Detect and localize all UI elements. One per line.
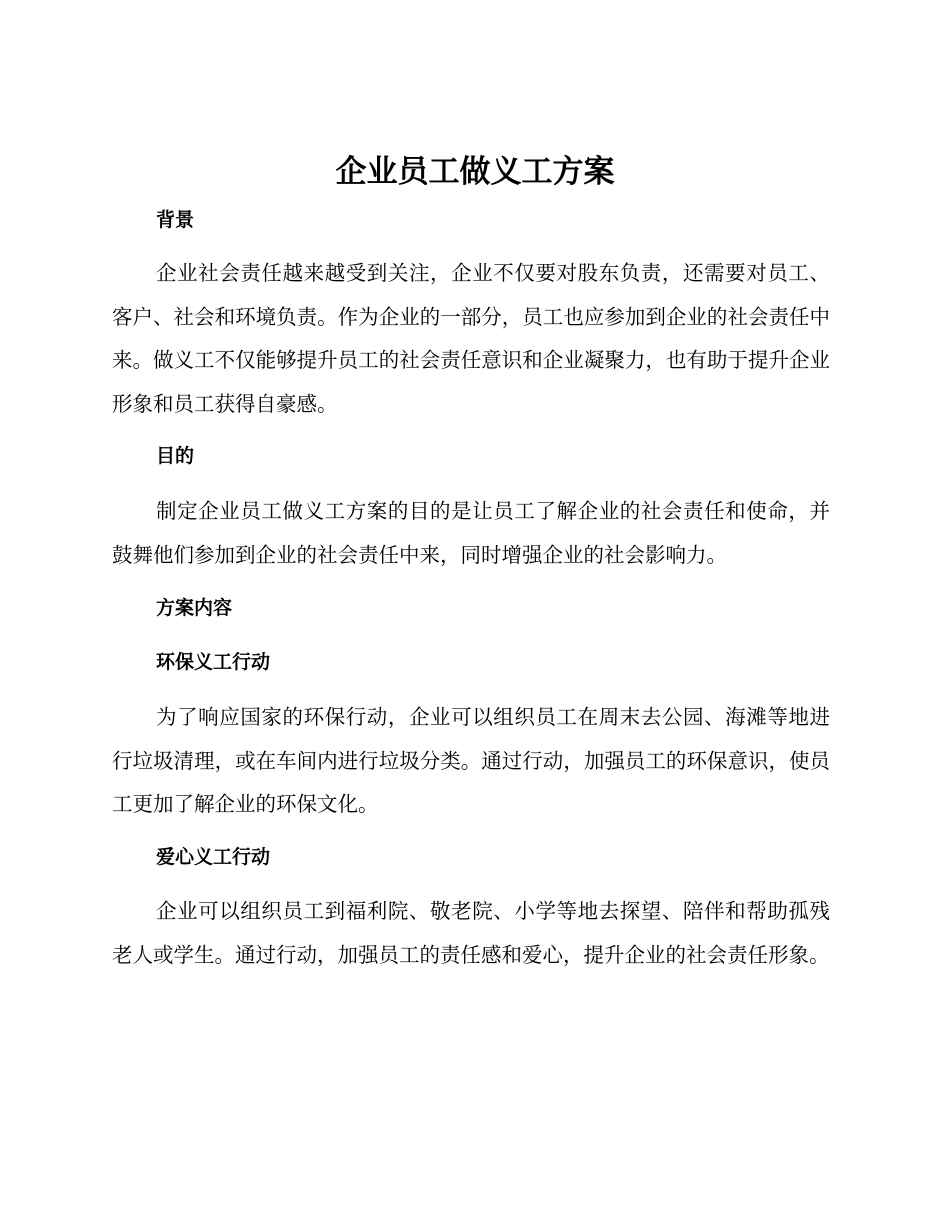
paragraph-background: 企业社会责任越来越受到关注，企业不仅要对股东负责，还需要对员工、客户、社会和环境负责。作为企业的一部分，员工也应参加到企业的社会责任中来。做义工不仅能够提升员工的社会责任意识和企业凝聚力，也有助于提升企业形象和员工获得自豪感。 [112, 261, 830, 416]
paragraph-purpose: 制定企业员工做义工方案的目的是让员工了解企业的社会责任和使命，并鼓舞他们参加到企业的社会责任中来，同时增强企业的社会影响力。 [112, 499, 830, 567]
heading-background: 背景 [156, 209, 195, 231]
document-title: 企业员工做义工方案 [335, 154, 615, 190]
heading-purpose: 目的 [156, 445, 195, 467]
paragraph-charity: 企业可以组织员工到福利院、敬老院、小学等地去探望、陪伴和帮助孤残老人或学生。通过行动，加强员工的责任感和爱心，提升企业的社会责任形象。 [112, 899, 830, 967]
heading-plan-content: 方案内容 [156, 597, 233, 619]
heading-charity: 爱心义工行动 [156, 846, 271, 868]
heading-environmental: 环保义工行动 [156, 651, 271, 673]
paragraph-environmental: 为了响应国家的环保行动，企业可以组织员工在周末去公园、海滩等地进行垃圾清理，或在车间内进行垃圾分类。通过行动，加强员工的环保意识，使员工更加了解企业的环保文化。 [112, 705, 830, 816]
